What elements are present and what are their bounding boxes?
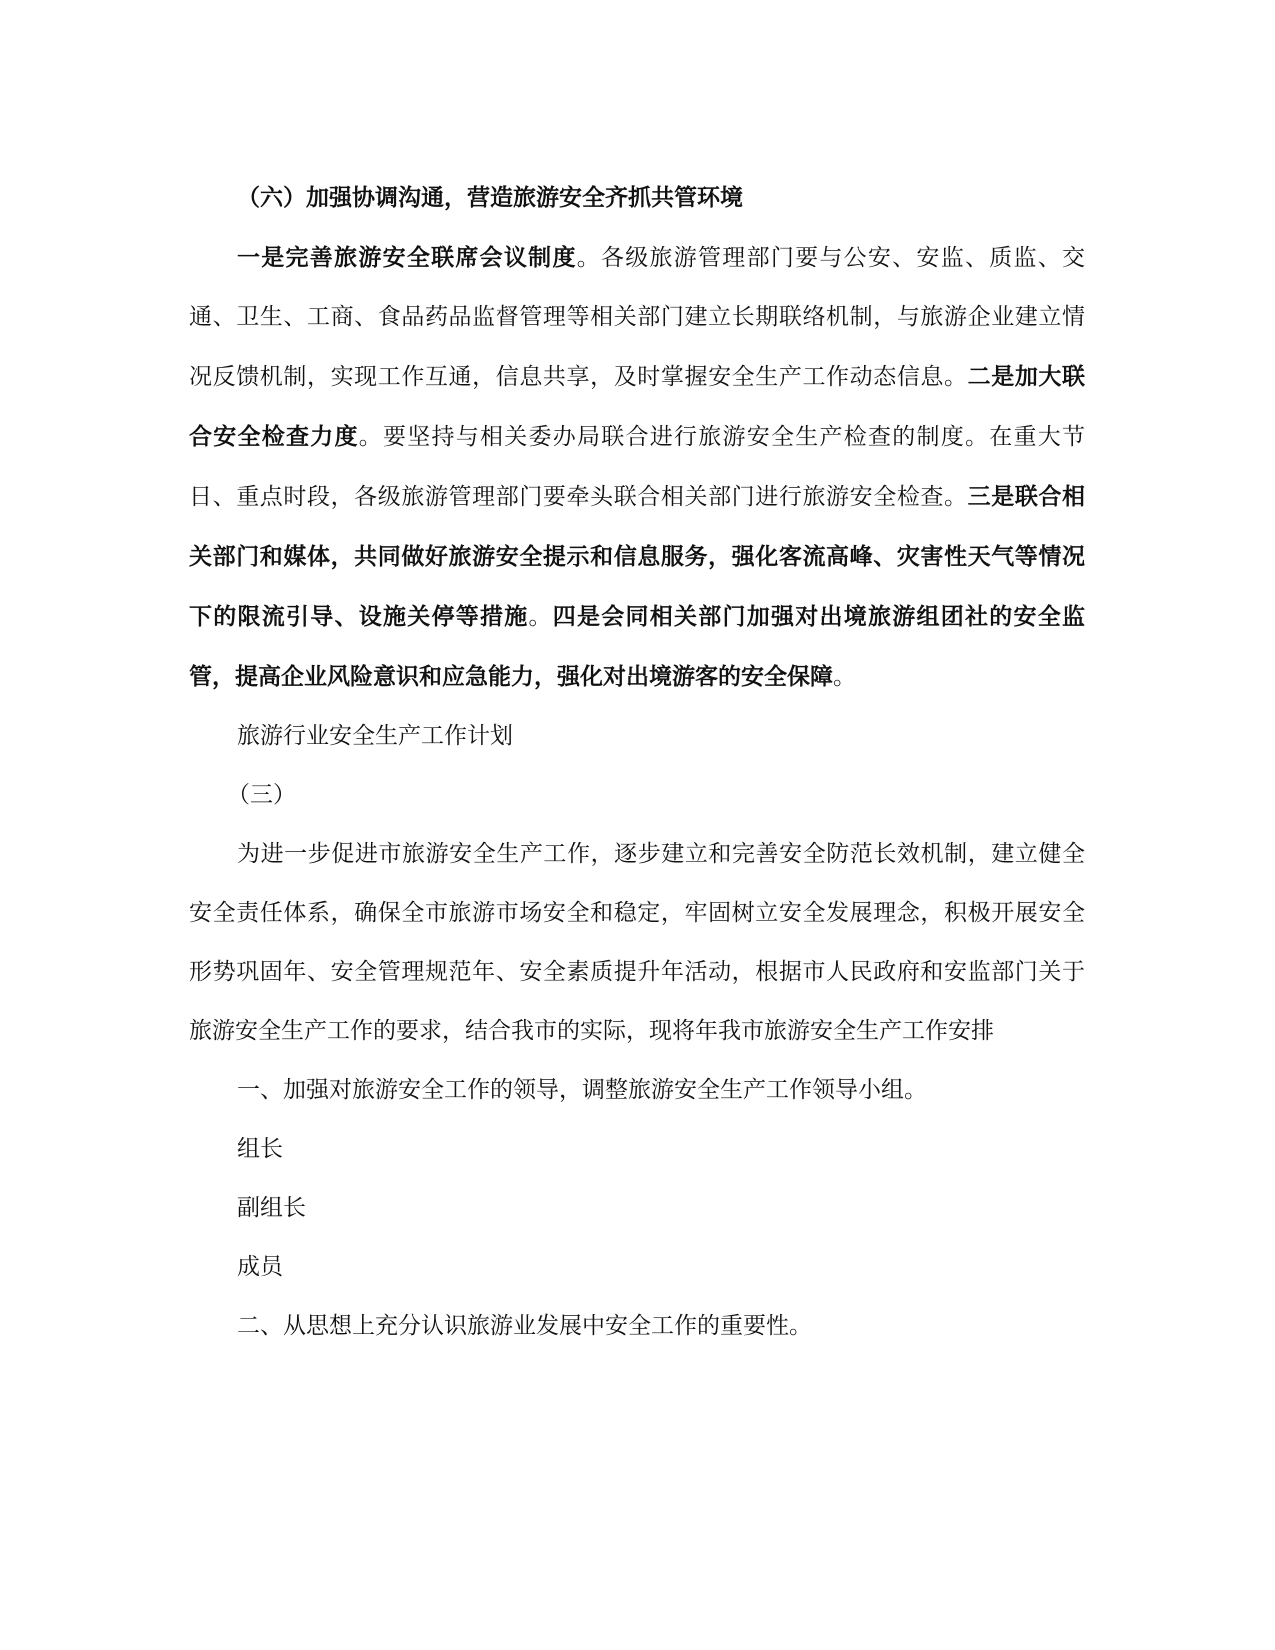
point-one-text: 。各级旅游管理部门要与公安、安监、质监、交通、卫生、工商、食品药品监督管理等相关部门建立长期联络机制，与旅游企业建立情况反馈机制，实现工作互通，信息共享，及时掌握安全生产工作动态信息。 [189, 245, 1086, 390]
point-four-title: 四是会同相关部门加强对出境旅游组团社的安全监管，提高企业风险意识和应急能力，强化对出境游客的安全保障 [189, 603, 1085, 690]
point-three-text: 。 [528, 604, 553, 630]
group-members-label: 成员 [237, 1254, 283, 1280]
point-four-text: 。 [833, 664, 856, 690]
section-heading: （六）加强协调沟通，营造旅游安全齐抓共管环境 [237, 184, 743, 211]
section-paragraph [189, 228, 1085, 707]
point-two-text: 。要坚持与相关委办局联合进行旅游安全生产检查的制度。在重大节日、重点时段，各级旅游管理部门要牵头联合相关部门进行旅游安全检查。 [189, 424, 1085, 510]
plan-item-one: 一、加强对旅游安全工作的领导，调整旅游安全生产工作领导小组。 [237, 1077, 927, 1103]
point-one-title: 一是完善旅游安全联席会议制度 [237, 244, 577, 271]
plan-intro: 为进一步促进市旅游安全生产工作，逐步建立和完善安全防范长效机制，建立健全安全责任体系，确保全市旅游市场安全和稳定，牢固树立安全发展理念，积极开展安全形势巩固年、安全管理规范年、安全素质提升年活动，根据市人民政府和安监部门关于旅游安全生产工作的要求，结合我市的实际，现将年我市旅游安全生产工作安排 [189, 841, 1085, 1044]
plan-item-two: 二、从思想上充分认识旅游业发展中安全工作的重要性。 [237, 1313, 812, 1339]
plan-title: 旅游行业安全生产工作计划 [237, 723, 513, 749]
point-three-title: 三是联合相关部门和媒体，共同做好旅游安全提示和信息服务，强化客流高峰、灾害性天气等情况下的限流引导、设施关停等措施 [189, 483, 1086, 630]
document-body [189, 168, 1085, 1356]
plan-subtitle: （三） [227, 782, 296, 808]
point-two-title: 二是加大联合安全检查力度 [189, 363, 1086, 450]
group-leader-label: 组长 [237, 1136, 283, 1162]
group-deputy-label: 副组长 [237, 1195, 306, 1221]
